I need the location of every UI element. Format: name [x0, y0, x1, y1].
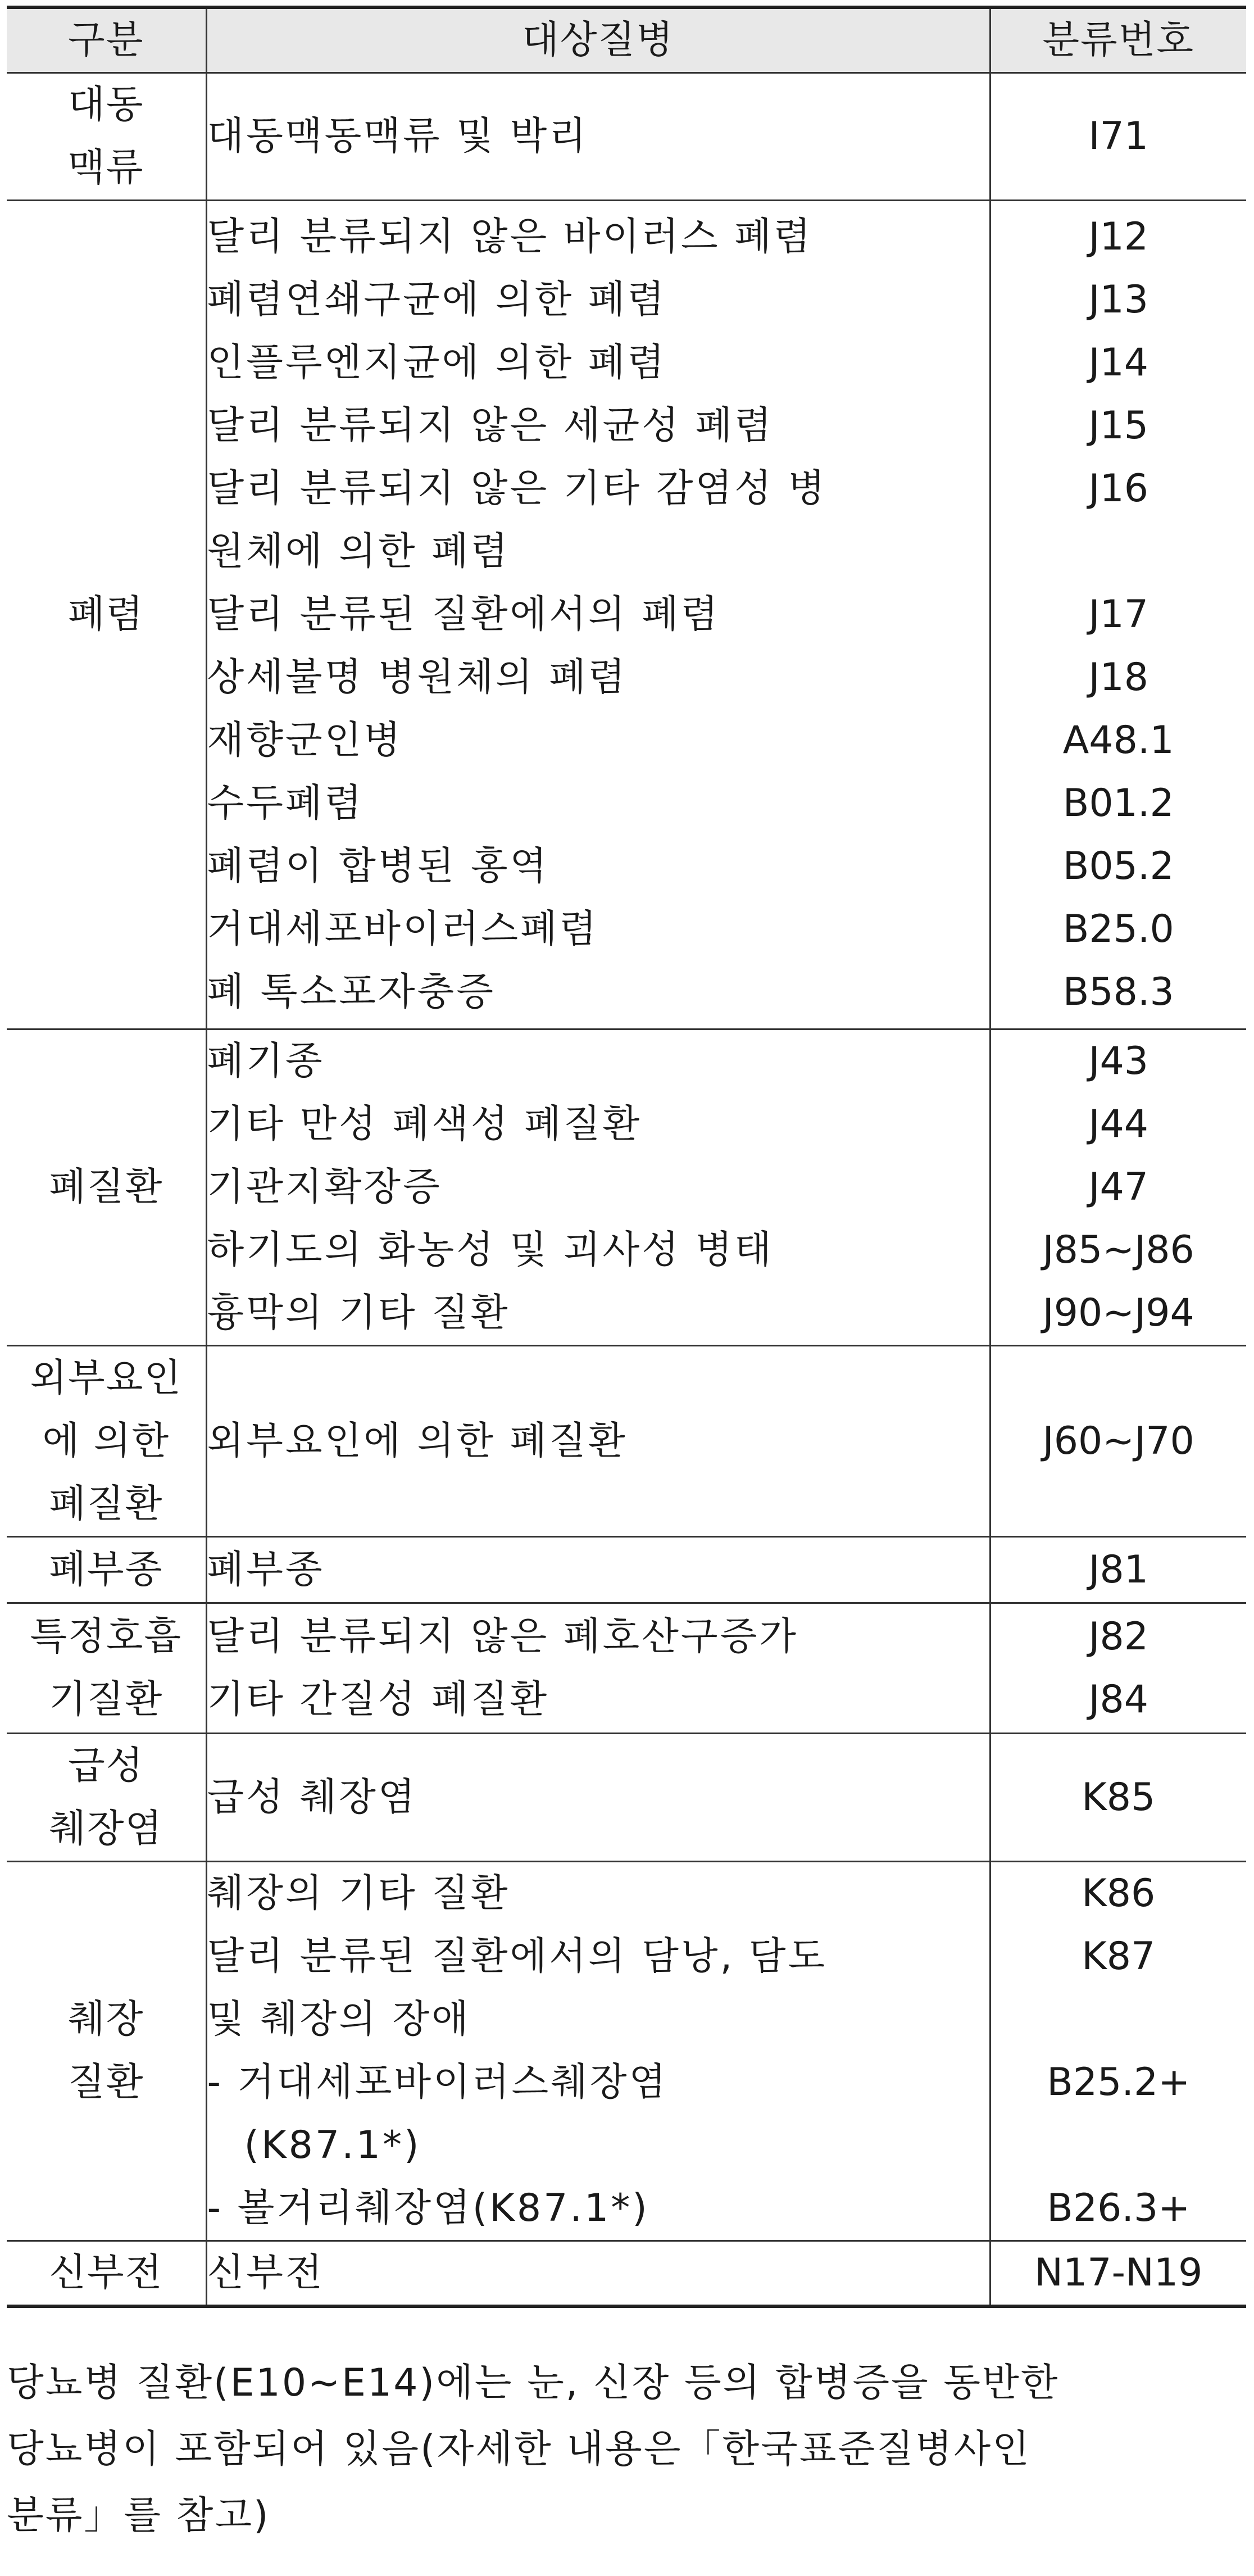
table-row — [7, 201, 1246, 1030]
category-line: 췌장 — [68, 1997, 144, 2042]
disease-line: 달리 분류되지 않은 폐호산구증가 — [207, 1614, 798, 1659]
code-line: N17-N19 — [1034, 2251, 1203, 2295]
code-line: J15 — [1088, 403, 1149, 448]
code-line: A48.1 — [1062, 718, 1174, 763]
code-cell — [990, 1734, 1246, 1862]
disease-line: (K87.1*) — [244, 2123, 421, 2167]
code-line: B01.2 — [1062, 781, 1174, 826]
footnote-line: 당뇨병이 포함되어 있음(자세한 내용은「한국표준질병사인 — [7, 2427, 1031, 2471]
disease-line: 기관지확장증 — [207, 1165, 442, 1209]
disease-cell — [206, 1603, 990, 1734]
table-row — [7, 1346, 1246, 1537]
code-cell — [990, 1862, 1246, 2241]
disease-line: 달리 분류된 질환에서의 폐렴 — [207, 592, 720, 637]
disease-cell — [206, 1734, 990, 1862]
disease-line: 달리 분류되지 않은 세균성 폐렴 — [207, 403, 774, 448]
disease-line: 폐부종 — [207, 1547, 325, 1592]
header-disease: 대상질병 — [206, 7, 990, 73]
disease-cell — [206, 1346, 990, 1537]
disease-line: 흉막의 기타 질환 — [207, 1291, 510, 1335]
category-cell — [7, 73, 206, 201]
category-line: 신부전 — [49, 2251, 163, 2295]
code-line: J90~J94 — [1042, 1291, 1194, 1335]
code-line: J81 — [1088, 1547, 1149, 1592]
disease-line: 기타 간질성 폐질환 — [207, 1677, 549, 1722]
code-line: J60~J70 — [1042, 1418, 1194, 1463]
code-cell — [990, 2241, 1246, 2307]
code-line: J82 — [1088, 1614, 1149, 1659]
code-line: B25.2+ — [1047, 2060, 1191, 2105]
code-cell — [990, 1537, 1246, 1603]
category-line: 대동 — [68, 83, 144, 127]
code-line: J12 — [1088, 215, 1149, 259]
code-line — [991, 1988, 1247, 2051]
table-row — [7, 2241, 1246, 2307]
code-line: K87 — [1082, 1934, 1156, 1979]
category-cell — [7, 1862, 206, 2241]
category-cell — [7, 1346, 206, 1537]
code-line: J13 — [1088, 278, 1149, 322]
code-line: J18 — [1088, 655, 1149, 700]
category-line: 에 의한 — [42, 1418, 170, 1463]
disease-line: 기타 만성 폐색성 폐질환 — [207, 1102, 642, 1146]
disease-line: 수두폐렴 — [207, 781, 364, 826]
disease-line: - 거대세포바이러스췌장염 — [207, 2060, 669, 2105]
disease-line: 재향군인병 — [207, 718, 403, 763]
category-line: 췌장염 — [49, 1806, 163, 1851]
code-line: B26.3+ — [1047, 2186, 1191, 2230]
footnote-line: 당뇨병 질환(E10~E14)에는 눈, 신장 등의 합병증을 동반한 — [7, 2361, 1060, 2405]
code-line — [991, 520, 1247, 583]
category-cell — [7, 1030, 206, 1346]
code-line: K85 — [1082, 1775, 1156, 1820]
disease-cell — [206, 1537, 990, 1603]
code-line: K86 — [1082, 1871, 1156, 1916]
code-line: J85~J86 — [1042, 1228, 1194, 1272]
disease-line: 폐 톡소포자충증 — [207, 970, 496, 1014]
code-cell — [990, 73, 1246, 201]
code-line: J17 — [1088, 592, 1149, 637]
disease-line: 대동맥동맥류 및 박리 — [207, 114, 588, 158]
disease-cell — [206, 201, 990, 1030]
table-row — [7, 1734, 1246, 1862]
table-row — [7, 1030, 1246, 1346]
disease-line: 하기도의 화농성 및 괴사성 병태 — [207, 1228, 774, 1272]
header-category: 구분 — [7, 7, 206, 73]
code-line: J44 — [1088, 1102, 1149, 1146]
disease-line: 및 췌장의 장애 — [207, 1997, 471, 2042]
category-line: 외부요인 — [30, 1355, 183, 1400]
category-cell — [7, 201, 206, 1030]
disease-line: 외부요인에 의한 폐질환 — [207, 1418, 628, 1463]
disease-line: 달리 분류된 질환에서의 담낭, 담도 — [207, 1934, 828, 1979]
code-line: B25.0 — [1062, 907, 1174, 951]
category-cell — [7, 1603, 206, 1734]
code-line: J43 — [1088, 1039, 1149, 1083]
category-line: 폐질환 — [49, 1481, 163, 1526]
category-line: 폐렴 — [68, 592, 144, 637]
table-row — [7, 1603, 1246, 1734]
category-cell — [7, 1734, 206, 1862]
code-cell — [990, 1603, 1246, 1734]
disease-cell — [206, 73, 990, 201]
code-line: I71 — [1088, 114, 1149, 158]
disease-cell — [206, 2241, 990, 2307]
disease-line: 폐렴이 합병된 홍역 — [207, 844, 549, 888]
disease-line: 췌장의 기타 질환 — [207, 1871, 510, 1916]
disease-line: 급성 췌장염 — [207, 1775, 417, 1820]
disease-line: 거대세포바이러스폐렴 — [207, 907, 599, 951]
table-row — [7, 1537, 1246, 1603]
footnote-line: 분류」를 참고) — [7, 2493, 270, 2538]
disease-line: 폐기종 — [207, 1039, 325, 1083]
footnote — [7, 2350, 1246, 2549]
code-line: J84 — [1088, 1677, 1149, 1722]
disease-line: 달리 분류되지 않은 기타 감염성 병 — [207, 466, 828, 511]
code-line: J16 — [1088, 466, 1149, 511]
code-line — [991, 2114, 1247, 2177]
category-line: 질환 — [68, 2060, 144, 2105]
code-cell — [990, 201, 1246, 1030]
category-line: 기질환 — [49, 1677, 163, 1722]
code-line: J47 — [1088, 1165, 1149, 1209]
category-line: 맥류 — [68, 146, 144, 190]
category-cell — [7, 1537, 206, 1603]
disease-line: 원체에 의한 폐렴 — [207, 529, 510, 574]
disease-classification-table — [7, 6, 1246, 2308]
code-line: B05.2 — [1062, 844, 1174, 888]
header-code: 분류번호 — [990, 7, 1246, 73]
disease-line: 인플루엔지균에 의한 폐렴 — [207, 341, 667, 385]
category-line: 폐부종 — [49, 1547, 163, 1592]
category-line: 특정호흡 — [30, 1614, 183, 1659]
disease-line: 달리 분류되지 않은 바이러스 폐렴 — [207, 215, 813, 259]
category-cell — [7, 2241, 206, 2307]
disease-cell — [206, 1030, 990, 1346]
disease-line: 상세불명 병원체의 폐렴 — [207, 655, 628, 700]
table-header-row — [7, 7, 1246, 73]
code-cell — [990, 1346, 1246, 1537]
disease-line: 신부전 — [207, 2251, 325, 2295]
disease-cell — [206, 1862, 990, 2241]
code-cell — [990, 1030, 1246, 1346]
disease-line: 폐렴연쇄구균에 의한 폐렴 — [207, 278, 667, 322]
category-line: 급성 — [68, 1743, 144, 1788]
code-line: B58.3 — [1062, 970, 1174, 1014]
code-line: J14 — [1088, 341, 1149, 385]
table-row — [7, 1862, 1246, 2241]
category-line: 폐질환 — [49, 1165, 163, 1209]
disease-line: - 볼거리췌장염(K87.1*) — [207, 2186, 649, 2230]
table-row — [7, 73, 1246, 201]
